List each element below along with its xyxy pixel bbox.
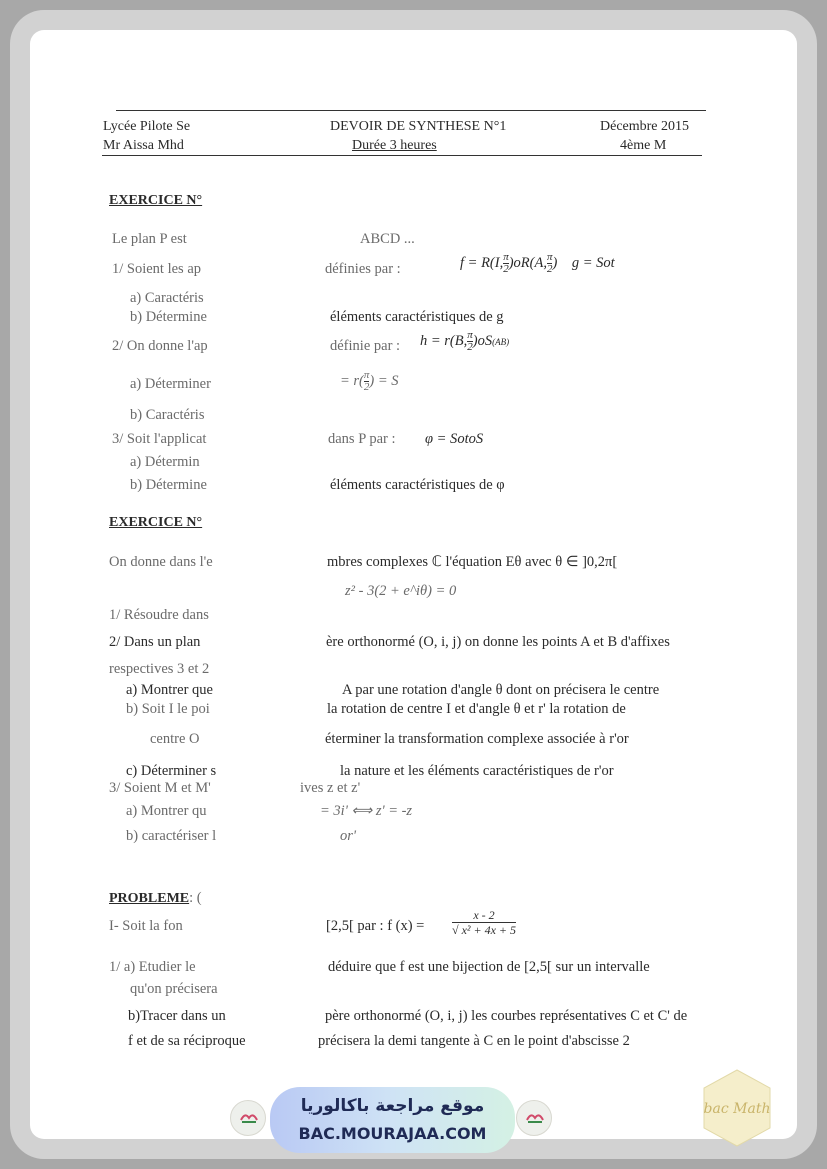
- ex2-q2-right: ère orthonormé (O, i, j) on donne les points A et B d'affixes: [326, 634, 670, 650]
- site-logo-right: [516, 1100, 552, 1136]
- ex1-q2a-formula: = r( $\frac{\pi}{2}$ ) = S: [340, 369, 399, 393]
- ex2-q3a-right: = 3i' ⟺ z' = -z: [320, 803, 413, 819]
- ex2-q2b-continued-right: éterminer la transformation complexe associée à r'or: [325, 731, 629, 747]
- ex1-q1a: a) Caractéris: [130, 290, 204, 306]
- ex2-equation: z² - 3(2 + e^iθ) = 0: [345, 583, 457, 599]
- bac-math-logo: [697, 1068, 777, 1148]
- problem-title: PROBLEME: [109, 891, 190, 906]
- ex2-q2b-continued: centre O: [150, 731, 200, 747]
- ex2-intro-right: mbres complexes ℂ l'équation Eθ avec θ ∈ ]0,2π[: [327, 554, 618, 570]
- ex2-q3b: b) caractériser l: [126, 828, 217, 844]
- problem-q1: I- Soit la fon: [109, 918, 183, 934]
- problem-q1b-continued-right: précisera la demi tangente à C en le point d'abscisse 2: [318, 1033, 630, 1049]
- ex1-q3-def: dans P par :: [328, 431, 396, 447]
- problem-q1a-right: déduire que f est une bijection de [2,5[ sur un intervalle: [328, 959, 650, 975]
- ex1-q1-def: définies par :: [325, 261, 401, 277]
- book-icon: [526, 1110, 544, 1124]
- header-rule-bottom: [102, 155, 702, 156]
- ex2-intro: On donne dans l'e: [109, 554, 213, 570]
- header-duration: Durée 3 heures: [352, 138, 437, 153]
- ex1-q1b-right: éléments caractéristiques de g: [330, 309, 504, 325]
- ex1-q3a: a) Détermin: [130, 454, 200, 470]
- problem-q1a: 1/ a) Etudier le: [109, 959, 196, 975]
- ex2-q2b-right: la rotation de centre I et d'angle θ et r' la rotation de: [327, 701, 626, 717]
- problem-q1b: b)Tracer dans un: [128, 1008, 226, 1024]
- problem-function-fraction: $\frac{x - 2}{\text{√ x² + 4x + 5}}$: [452, 908, 517, 937]
- ex1-q2: 2/ On donne l'ap: [112, 338, 208, 354]
- ex2-q2-continued: respectives 3 et 2: [109, 661, 210, 677]
- ex2-q3-right: ives z et z': [300, 780, 361, 796]
- ex1-q1: 1/ Soient les ap: [112, 261, 202, 277]
- ex2-q1: 1/ Résoudre dans: [109, 607, 209, 623]
- ex1-intro: Le plan P est: [112, 231, 187, 247]
- bac-math-logo-text: bac Math: [703, 1101, 771, 1117]
- ex1-q3b-right: éléments caractéristiques de φ: [330, 477, 505, 493]
- problem-q1-right: [2,5[ par : f (x) =: [326, 918, 425, 934]
- header-date: Décembre 2015: [600, 119, 690, 134]
- ex1-q1b: b) Détermine: [130, 309, 207, 325]
- site-banner[interactable]: [270, 1087, 515, 1153]
- ex2-q2a-right: A par une rotation d'angle θ dont on précisera le centre: [342, 682, 660, 698]
- ex2-q2c-right: la nature et les éléments caractéristiques de r'or: [340, 763, 614, 779]
- ex1-q3b: b) Détermine: [130, 477, 207, 493]
- ex1-q2b: b) Caractéris: [130, 407, 205, 423]
- ex2-q2c: c) Déterminer s: [126, 763, 217, 779]
- ex2-q3b-right: or': [340, 828, 356, 844]
- header-school: Lycée Pilote Se: [103, 119, 191, 134]
- site-banner-url[interactable]: BAC.MOURAJAA.COM: [298, 1124, 487, 1143]
- ex1-q2-def: définie par :: [330, 338, 401, 354]
- ex2-q2: 2/ Dans un plan: [109, 634, 201, 650]
- ex2-q2a: a) Montrer que: [126, 682, 213, 698]
- ex1-intro-right: ABCD ...: [360, 231, 415, 247]
- ex1-q2a: a) Déterminer: [130, 376, 211, 392]
- site-banner-arabic: موقع مراجعة باكالوريا: [300, 1096, 485, 1116]
- ex1-q2-formula: h = r(B, $\frac{\pi}{2}$ )oS(AB): [420, 329, 510, 353]
- header-exam-title: DEVOIR DE SYNTHESE N°1: [330, 119, 507, 134]
- problem-title-wrap: PROBLEME: (: [109, 890, 202, 906]
- ex1-q1-formula: f = R(I, $\frac{\pi}{2}$ )oR(A, $\frac{\pi}{2}$ ) g = Sot: [460, 251, 615, 275]
- ex1-q3-formula: φ = SotoS: [425, 431, 484, 447]
- book-icon: [240, 1110, 258, 1124]
- ex2-q3a: a) Montrer qu: [126, 803, 207, 819]
- exercise-2-title: EXERCICE N°: [109, 515, 203, 530]
- exercise-1-title: EXERCICE N°: [109, 193, 203, 208]
- problem-q1b-right: père orthonormé (O, i, j) les courbes représentatives C et C' de: [325, 1008, 688, 1024]
- header-teacher: Mr Aissa Mhd: [103, 138, 184, 153]
- header-class: 4ème M: [620, 138, 667, 153]
- problem-q1b-continued: f et de sa réciproque: [128, 1033, 246, 1049]
- header-rule-top: [116, 110, 706, 111]
- ex2-q3: 3/ Soient M et M': [109, 780, 211, 796]
- site-logo-left: [230, 1100, 266, 1136]
- ex2-q2b: b) Soit I le poi: [126, 701, 210, 717]
- ex1-q3: 3/ Soit l'applicat: [112, 431, 207, 447]
- problem-q1a-continued: qu'on précisera: [130, 981, 218, 997]
